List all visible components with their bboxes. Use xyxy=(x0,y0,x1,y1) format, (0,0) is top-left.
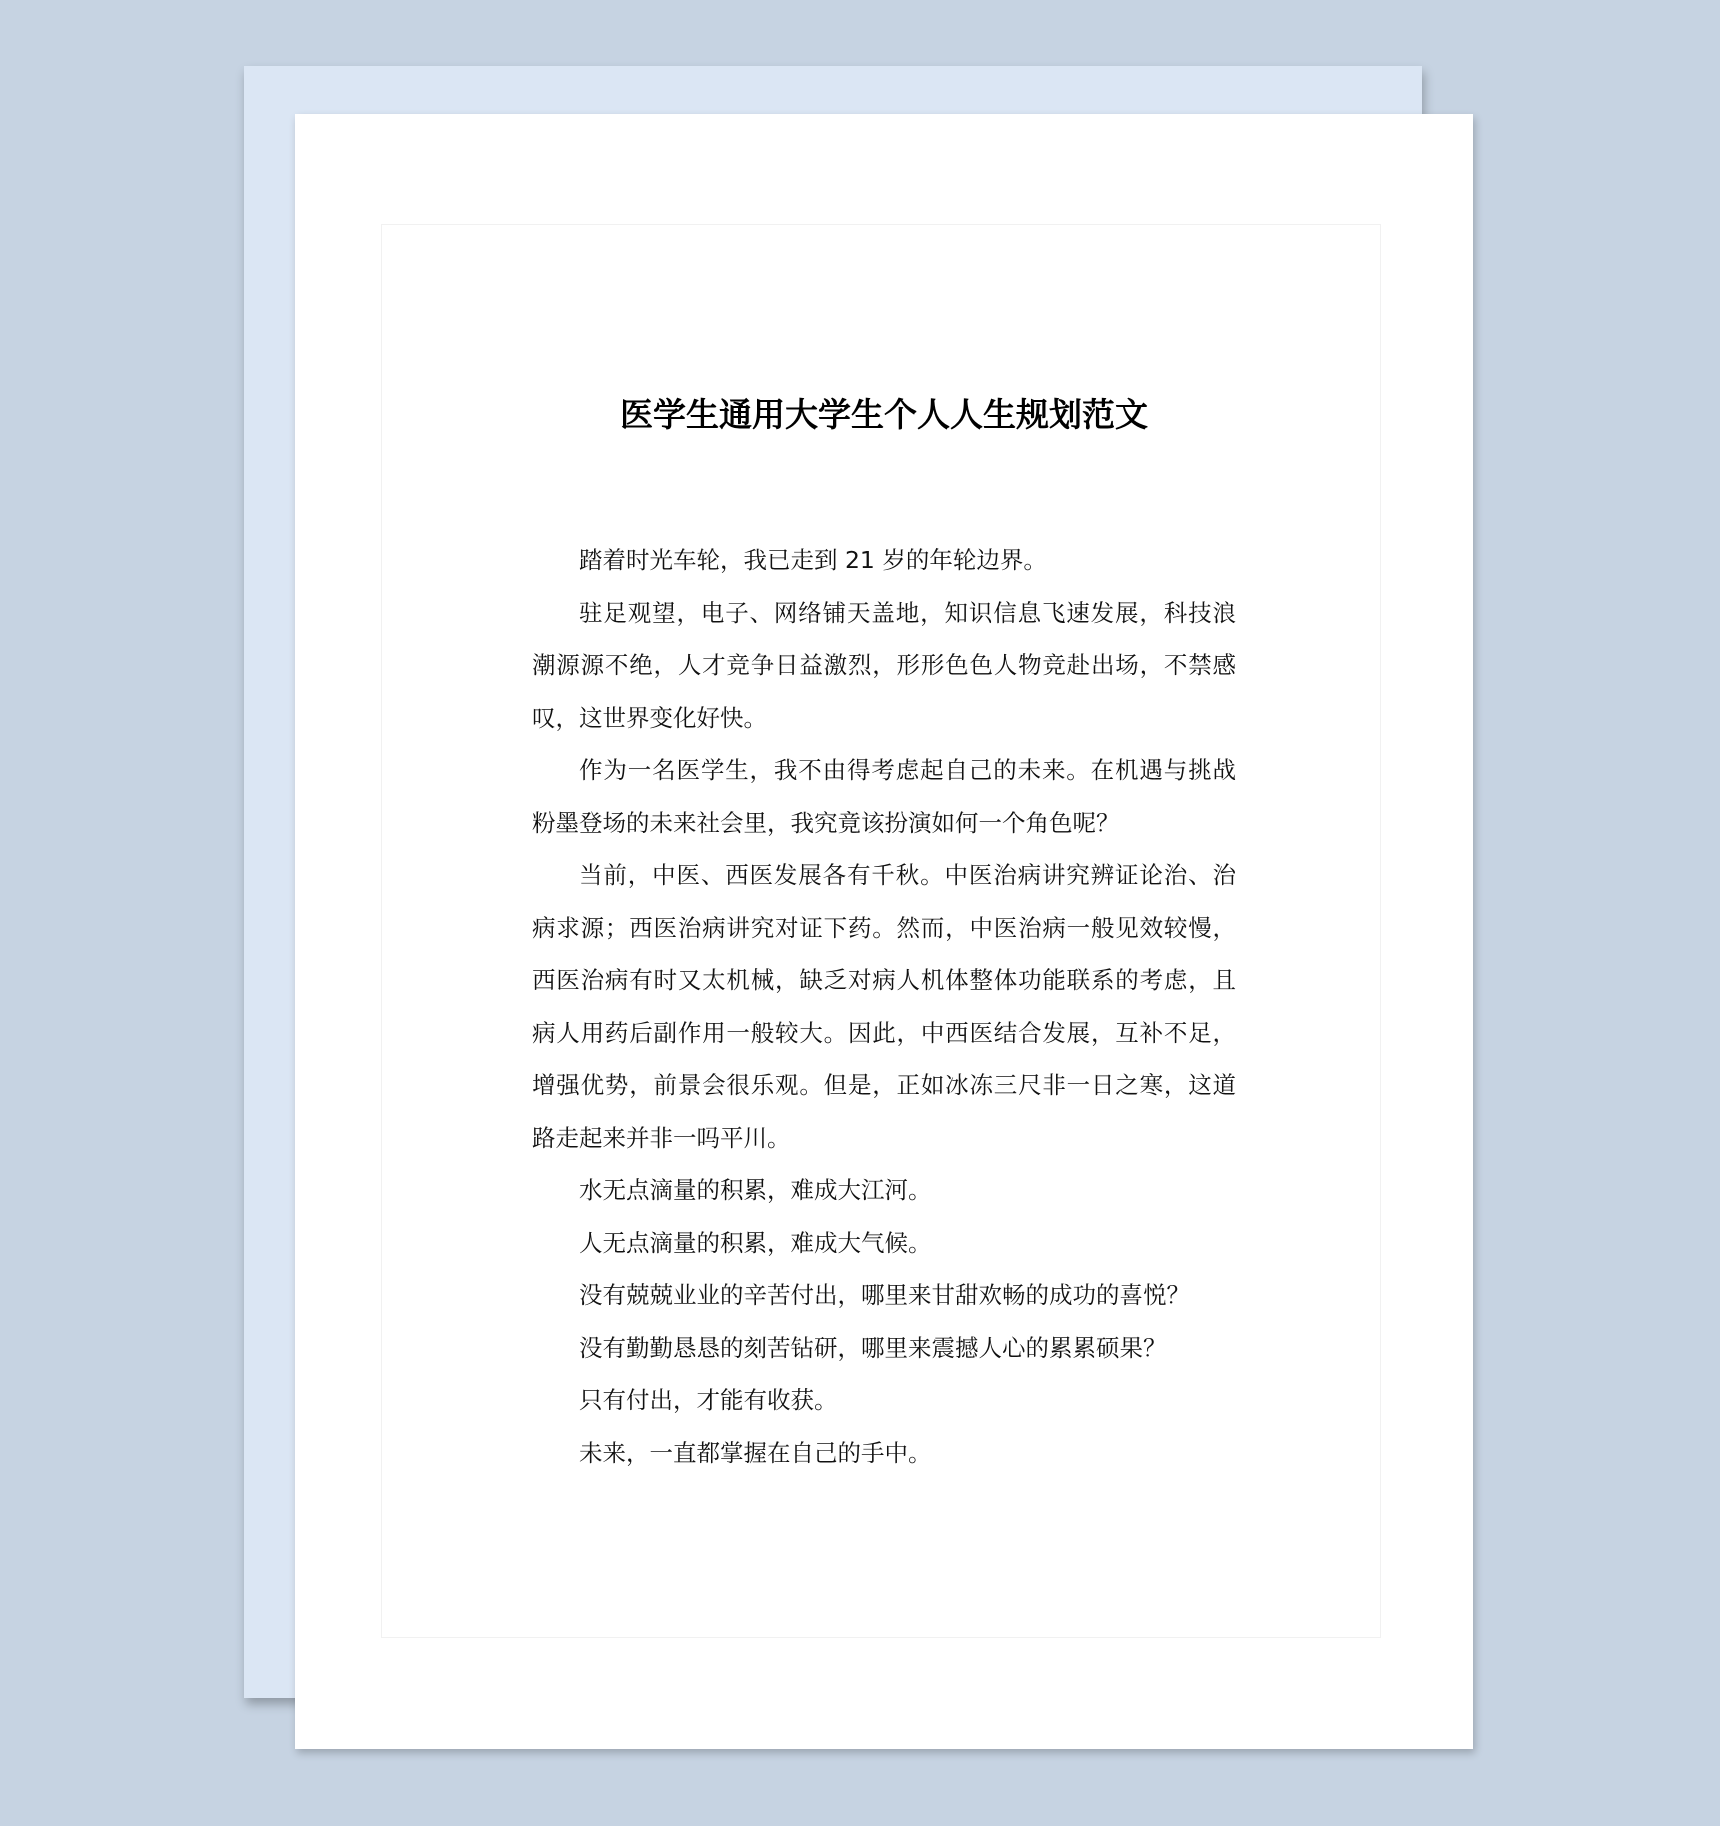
paragraph: 人无点滴量的积累，难成大气候。 xyxy=(579,1228,932,1257)
document-title: 医学生通用大学生个人人生规划范文 xyxy=(620,395,1148,434)
paragraph: 只有付出，才能有收获。 xyxy=(579,1386,838,1414)
paragraph: 未来，一直都掌握在自己的手中。 xyxy=(579,1438,932,1467)
paragraph: 踏着时光车轮，我已走到 21 岁的年轮边界。 xyxy=(579,546,1047,574)
paragraph: 没有勤勤恳恳的刻苦钻研，哪里来震撼人心的累累硕果？ xyxy=(579,1333,1167,1362)
paragraph: 当前，中医、西医发展各有千秋。中医治病讲究辨证论治、治病求源；西医治病讲究对证下药。然而，中医治病一般见效较慢，西医治病有时又太机械，缺乏对病人机体整体功能联系的考虑，且病人用药后副作用一般较大。因此，中西医结合发展，互补不足，增强优势，前景会很乐观。但是，正如冰冻三尺非一日之寒，这道路走起来并非一吗平川。 xyxy=(532,861,1236,1152)
paragraph: 驻足观望，电子、网络铺天盖地，知识信息飞速发展，科技浪潮源源不绝，人才竞争日益激烈，形形色色人物竞赴出场，不禁感叹，这世界变化好快。 xyxy=(532,598,1236,732)
paragraph: 没有兢兢业业的辛苦付出，哪里来甘甜欢畅的成功的喜悦？ xyxy=(579,1281,1190,1309)
document-page xyxy=(295,114,1473,1749)
document-body xyxy=(532,534,1236,1479)
paragraph: 水无点滴量的积累，难成大江河。 xyxy=(579,1176,932,1204)
paragraph: 作为一名医学生，我不由得考虑起自己的未来。在机遇与挑战粉墨登场的未来社会里，我究竟该扮演如何一个角色呢？ xyxy=(532,756,1236,837)
